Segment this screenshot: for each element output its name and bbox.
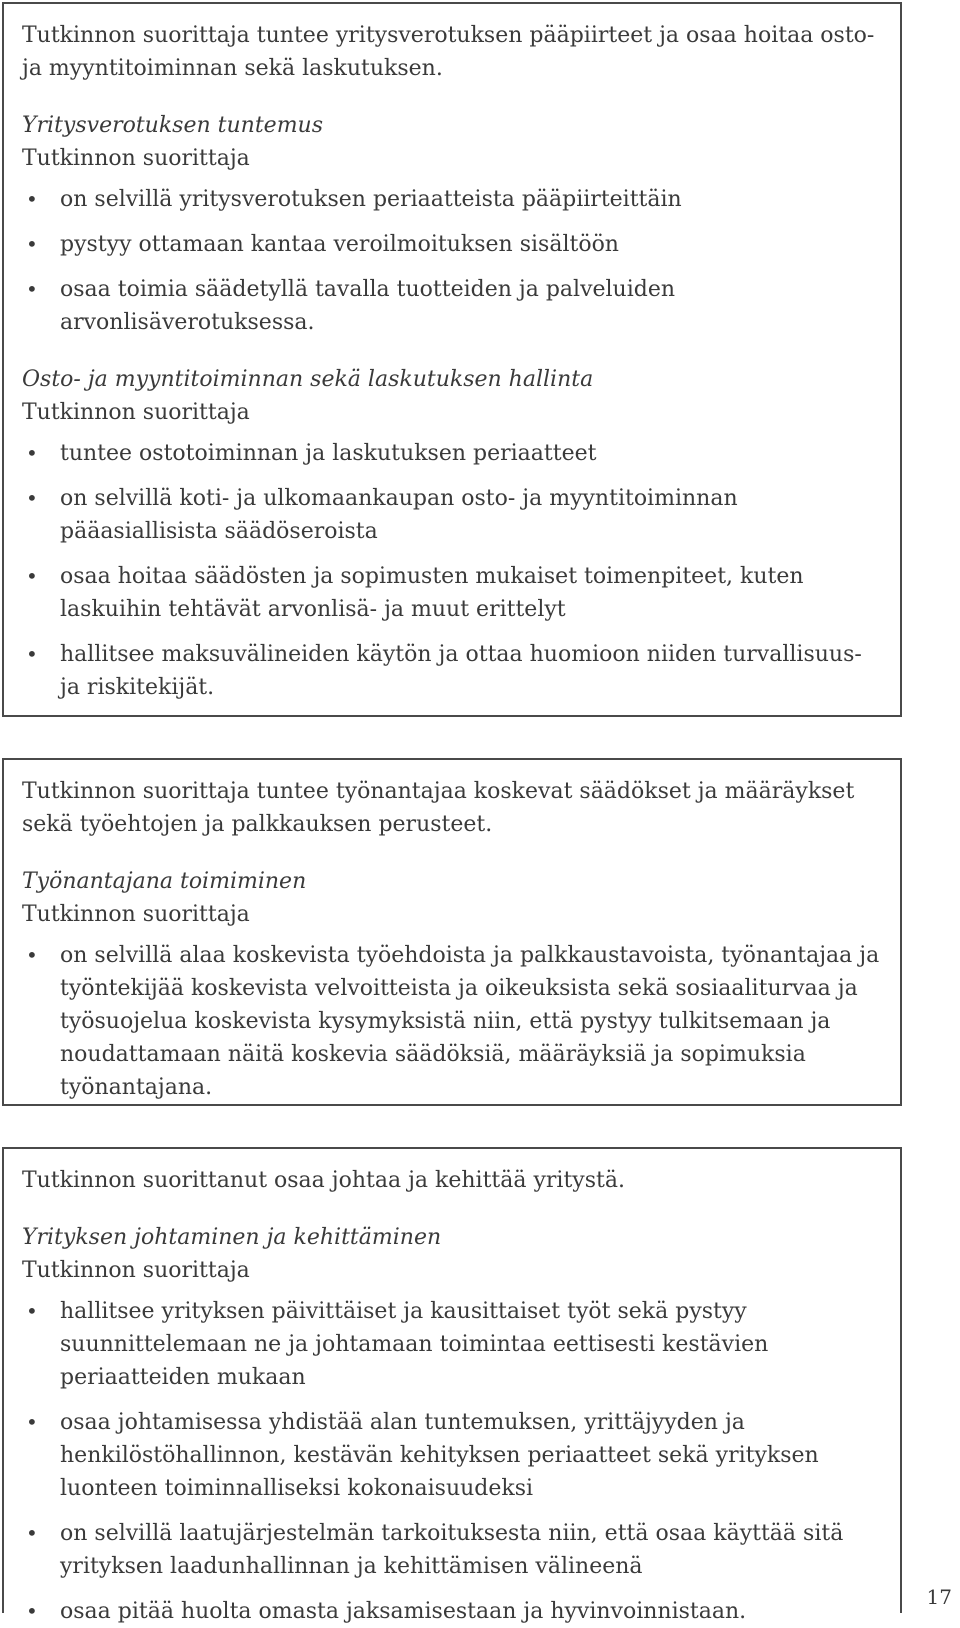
section-subtitle: Tutkinnon suorittaja <box>22 902 250 927</box>
list-item-text: osaa johtamisessa yhdistää alan tuntemuksen, yrittäjyyden ja henkilöstöhallinnon, kestävän kehityksen periaatteet sekä yrityksen luonteen toiminnalliseksi kokonaisuudeksi <box>60 1410 819 1501</box>
page-number: 17 <box>926 1585 952 1609</box>
bullet-icon: • <box>26 1599 38 1623</box>
section-title: Osto- ja myyntitoiminnan sekä laskutuksen hallinta <box>22 367 594 392</box>
section-title: Työnantajana toimiminen <box>22 869 307 894</box>
section-subtitle: Tutkinnon suorittaja <box>22 400 250 425</box>
bullet-list <box>22 939 882 1104</box>
bullet-icon: • <box>26 1521 38 1545</box>
list-item-text: osaa toimia säädetyllä tavalla tuotteiden ja palveluiden arvonlisäverotuksessa. <box>60 277 676 335</box>
competence-box-taxation <box>2 2 902 717</box>
list-item <box>22 482 882 548</box>
box-lead: Tutkinnon suorittaja tuntee yritysverotuksen pääpiirteet ja osaa hoitaa osto- ja myyntitoiminnan sekä laskutuksen. <box>22 23 875 81</box>
section-title: Yrityksen johtaminen ja kehittäminen <box>22 1225 442 1250</box>
bullet-icon: • <box>26 943 38 967</box>
competence-box-employer <box>2 758 902 1106</box>
section-subtitle: Tutkinnon suorittaja <box>22 1258 250 1283</box>
bullet-icon: • <box>26 1299 38 1323</box>
section-management <box>22 1221 882 1628</box>
competence-box-management <box>2 1147 902 1624</box>
list-item <box>22 273 882 339</box>
list-item-text: hallitsee maksuvälineiden käytön ja ottaa huomioon niiden turvallisuus- ja riskitekijät. <box>60 642 862 700</box>
list-item <box>22 228 882 261</box>
list-item-text: tuntee ostotoiminnan ja laskutuksen periaatteet <box>60 441 597 466</box>
bullet-icon: • <box>26 1410 38 1434</box>
list-item-text: on selvillä yritysverotuksen periaatteista pääpiirteittäin <box>60 187 682 212</box>
list-item <box>22 1517 882 1583</box>
bullet-list <box>22 1295 882 1628</box>
bullet-icon: • <box>26 486 38 510</box>
list-item-text: on selvillä laatujärjestelmän tarkoituksesta niin, että osaa käyttää sitä yrityksen laadunhallinnan ja kehittämisen välineenä <box>60 1521 844 1579</box>
list-item-text: on selvillä koti- ja ulkomaankaupan osto- ja myyntitoiminnan pääasiallisista säädöseroista <box>60 486 738 544</box>
bullet-icon: • <box>26 277 38 301</box>
section-title: Yritysverotuksen tuntemus <box>22 113 324 138</box>
list-item-text: osaa pitää huolta omasta jaksamisestaan ja hyvinvoinnistaan. <box>60 1599 747 1624</box>
list-item <box>22 560 882 626</box>
list-item <box>22 1295 882 1394</box>
bullet-icon: • <box>26 232 38 256</box>
section-subtitle: Tutkinnon suorittaja <box>22 146 250 171</box>
bullet-icon: • <box>26 564 38 588</box>
section-employer <box>22 865 882 1104</box>
list-item <box>22 437 882 470</box>
list-item <box>22 1595 882 1628</box>
list-item-text: on selvillä alaa koskevista työehdoista ja palkkaustavoista, työnantajaa ja työntekijää koskevista velvoitteista ja oikeuksista sekä sosiaaliturvaa ja työsuojelua koskevista kysymyksistä niin, että pystyy tulkitsemaan ja noudattamaan näitä koskevia säädöksiä, määräyksiä ja sopimuksia työnantajana. <box>60 943 880 1100</box>
list-item <box>22 939 882 1104</box>
list-item <box>22 183 882 216</box>
list-item <box>22 638 882 704</box>
bullet-icon: • <box>26 441 38 465</box>
bullet-icon: • <box>26 642 38 666</box>
bullet-list <box>22 437 882 704</box>
list-item-text: pystyy ottamaan kantaa veroilmoituksen sisältöön <box>60 232 619 257</box>
bullet-icon: • <box>26 187 38 211</box>
box-lead: Tutkinnon suorittaja tuntee työnantajaa koskevat säädökset ja määräykset sekä työehtojen ja palkkauksen perusteet. <box>22 779 855 837</box>
box-lead: Tutkinnon suorittanut osaa johtaa ja kehittää yritystä. <box>22 1168 625 1193</box>
list-item-text: hallitsee yrityksen päivittäiset ja kausittaiset työt sekä pystyy suunnittelemaan ne ja johtamaan toimintaa eettisesti kestävien periaatteiden mukaan <box>60 1299 769 1390</box>
bullet-list <box>22 183 882 339</box>
list-item-text: osaa hoitaa säädösten ja sopimusten mukaiset toimenpiteet, kuten laskuihin tehtävät arvonlisä- ja muut erittelyt <box>60 564 804 622</box>
list-item <box>22 1406 882 1505</box>
section-taxation <box>22 109 882 339</box>
section-purchasing <box>22 363 882 704</box>
